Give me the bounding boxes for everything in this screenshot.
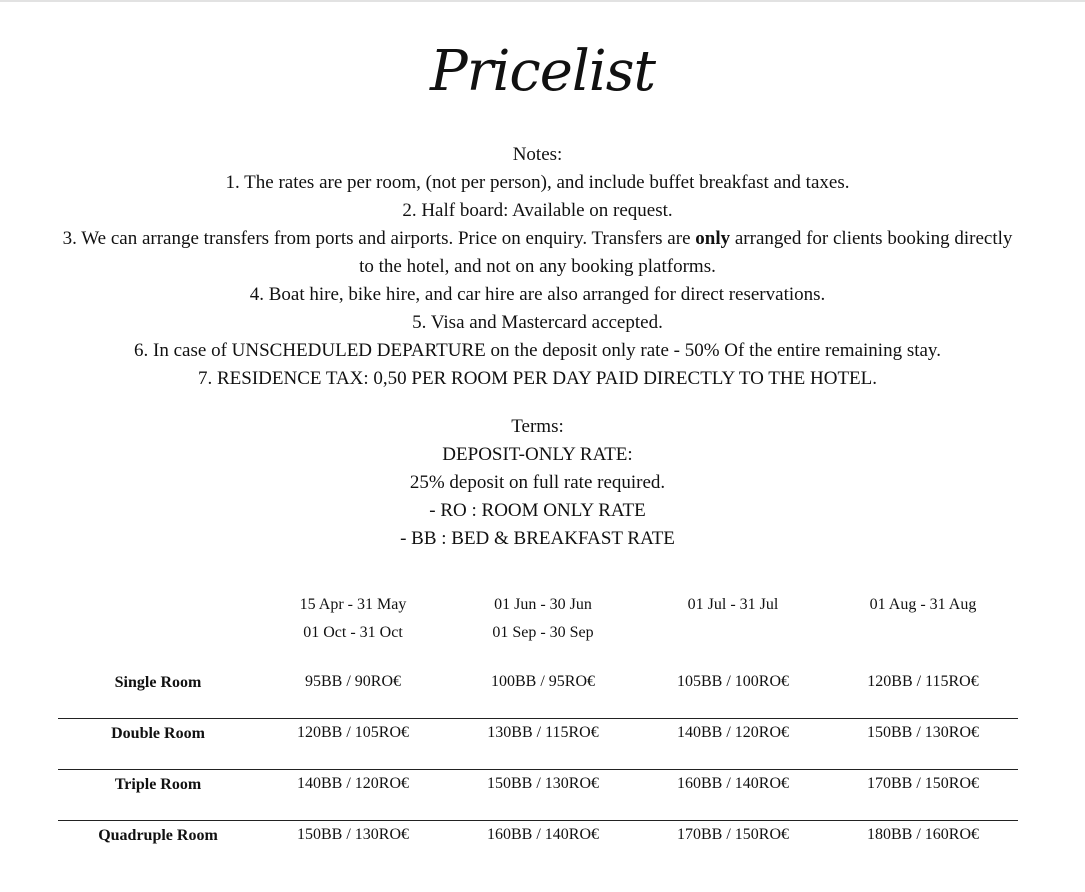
term-2: 25% deposit on full rate required. (409, 472, 666, 493)
row-divider (58, 769, 1018, 770)
price-cell: 150BB / 130RO€ (866, 724, 979, 741)
period-header (258, 591, 448, 647)
price-cell: 140BB / 120RO€ (676, 724, 789, 741)
price-cell: 180BB / 160RO€ (866, 826, 979, 843)
terms-heading: Terms: (511, 416, 564, 437)
room-type-label: Double Room (111, 725, 205, 742)
price-cell: 140BB / 120RO€ (296, 775, 409, 792)
price-cell: 160BB / 140RO€ (676, 775, 789, 792)
price-cell: 150BB / 130RO€ (486, 775, 599, 792)
note-7: 7. RESIDENCE TAX: 0,50 PER ROOM PER DAY PAID DIRECTLY TO THE HOTEL. (197, 368, 878, 389)
room-type-label: Single Room (114, 674, 202, 691)
note-3-after: arranged for clients booking directly to the hotel, and not on any booking platforms. (359, 228, 1013, 277)
note-3-before: 3. We can arrange transfers from ports and airports. Price on enquiry. Transfers are (62, 228, 691, 249)
notes-heading: Notes: (512, 144, 563, 165)
price-cell: 120BB / 115RO€ (867, 673, 979, 690)
period-header (448, 591, 638, 647)
period-header (828, 591, 1018, 619)
note-5: 5. Visa and Mastercard accepted. (412, 312, 663, 333)
price-cell: 170BB / 150RO€ (676, 826, 789, 843)
period-line-1: 01 Jul - 31 Jul (687, 596, 779, 613)
price-cell: 105BB / 100RO€ (676, 673, 789, 690)
period-header (638, 591, 828, 619)
price-cell: 170BB / 150RO€ (866, 775, 979, 792)
note-6: 6. In case of UNSCHEDULED DEPARTURE on the deposit only rate - 50% Of the entire remaining stay. (134, 340, 941, 361)
note-3 (60, 225, 1015, 281)
period-line-1: 01 Jun - 30 Jun (494, 596, 592, 613)
price-cell: 95BB / 90RO€ (304, 673, 401, 690)
note-1: 1. The rates are per room, (not per person), and include buffet breakfast and taxes. (225, 172, 850, 193)
period-line-1: 15 Apr - 31 May (299, 596, 407, 613)
period-line-2: 01 Sep - 30 Sep (492, 624, 594, 641)
period-line-1: 01 Aug - 31 Aug (869, 596, 977, 613)
price-cell: 160BB / 140RO€ (486, 826, 599, 843)
price-cell: 150BB / 130RO€ (296, 826, 409, 843)
price-cell: 130BB / 115RO€ (487, 724, 599, 741)
price-cell: 120BB / 105RO€ (296, 724, 409, 741)
notes-section (60, 141, 1015, 553)
top-border (0, 0, 1085, 2)
term-3: - RO : ROOM ONLY RATE (429, 500, 646, 521)
period-line-2: 01 Oct - 31 Oct (303, 624, 403, 641)
room-type-label: Triple Room (114, 776, 202, 793)
page-title: Pricelist (430, 39, 655, 104)
price-cell: 100BB / 95RO€ (490, 673, 595, 690)
spacer (60, 393, 1015, 413)
row-divider (58, 718, 1018, 719)
note-2: 2. Half board: Available on request. (402, 200, 673, 221)
term-4: - BB : BED & BREAKFAST RATE (400, 528, 675, 549)
note-3-emphasis: only (695, 228, 731, 249)
row-divider (58, 820, 1018, 821)
room-type-label: Quadruple Room (98, 827, 218, 844)
term-1: DEPOSIT-ONLY RATE: (442, 444, 633, 465)
note-4: 4. Boat hire, bike hire, and car hire are also arranged for direct reservations. (249, 284, 826, 305)
